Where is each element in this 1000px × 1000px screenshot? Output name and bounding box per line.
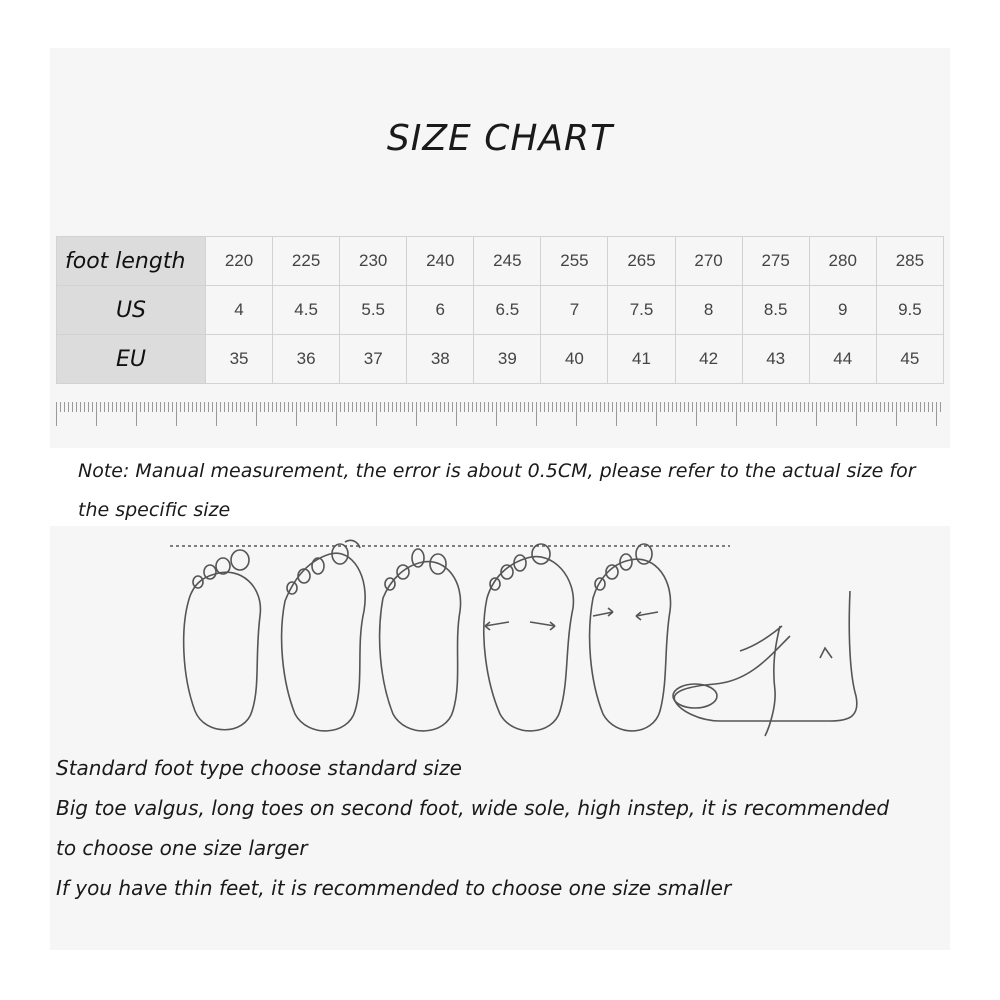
size-cell: 38 bbox=[407, 335, 474, 384]
size-cell: 6 bbox=[407, 286, 474, 335]
size-cell: 7.5 bbox=[608, 286, 675, 335]
size-cell: 37 bbox=[340, 335, 407, 384]
tip-line-1: Standard foot type choose standard size bbox=[56, 756, 462, 780]
foot-high-instep-side bbox=[673, 591, 857, 736]
size-cell: 44 bbox=[809, 335, 876, 384]
size-cell: 255 bbox=[541, 237, 608, 286]
size-cell: 7 bbox=[541, 286, 608, 335]
size-cell: 225 bbox=[273, 237, 340, 286]
foot-narrow-sole bbox=[590, 544, 671, 731]
size-cell: 43 bbox=[742, 335, 809, 384]
size-cell: 35 bbox=[206, 335, 273, 384]
size-cell: 285 bbox=[876, 237, 943, 286]
size-cell: 220 bbox=[206, 237, 273, 286]
size-cell: 6.5 bbox=[474, 286, 541, 335]
size-cell: 41 bbox=[608, 335, 675, 384]
foot-standard bbox=[184, 550, 261, 730]
size-cell: 265 bbox=[608, 237, 675, 286]
fit-recommendations bbox=[56, 748, 956, 908]
tip-line-4: If you have thin feet, it is recommended to choose one size smaller bbox=[56, 876, 732, 900]
size-cell: 280 bbox=[809, 237, 876, 286]
size-cell: 5.5 bbox=[340, 286, 407, 335]
foot-wide-sole bbox=[484, 544, 574, 731]
size-cell: 4 bbox=[206, 286, 273, 335]
table-row bbox=[57, 286, 944, 335]
size-cell: 8 bbox=[675, 286, 742, 335]
size-cell: 245 bbox=[474, 237, 541, 286]
size-cell: 8.5 bbox=[742, 286, 809, 335]
foot-types-illustration bbox=[160, 536, 860, 746]
foot-long-second-toe bbox=[380, 549, 461, 731]
size-cell: 230 bbox=[340, 237, 407, 286]
tip-line-3: to choose one size larger bbox=[56, 836, 308, 860]
foot-big-toe-valgus bbox=[282, 540, 366, 731]
row-header: EU bbox=[57, 335, 206, 384]
ruler-graphic bbox=[56, 398, 944, 428]
size-cell: 42 bbox=[675, 335, 742, 384]
table-row bbox=[57, 237, 944, 286]
size-cell: 275 bbox=[742, 237, 809, 286]
size-cell: 9.5 bbox=[876, 286, 943, 335]
size-cell: 240 bbox=[407, 237, 474, 286]
size-cell: 36 bbox=[273, 335, 340, 384]
row-header: foot length bbox=[57, 237, 206, 286]
size-cell: 9 bbox=[809, 286, 876, 335]
tip-line-2: Big toe valgus, long toes on second foot, wide sole, high instep, it is recommended bbox=[56, 796, 890, 820]
size-cell: 4.5 bbox=[273, 286, 340, 335]
measurement-note: Note: Manual measurement, the error is about 0.5CM, please refer to the actual size for the specific size bbox=[78, 460, 916, 521]
size-cell: 45 bbox=[876, 335, 943, 384]
size-cell: 270 bbox=[675, 237, 742, 286]
table-row bbox=[57, 335, 944, 384]
row-header: US bbox=[57, 286, 206, 335]
size-cell: 40 bbox=[541, 335, 608, 384]
size-cell: 39 bbox=[474, 335, 541, 384]
size-table bbox=[56, 236, 944, 384]
page-title: SIZE CHART bbox=[386, 118, 614, 159]
